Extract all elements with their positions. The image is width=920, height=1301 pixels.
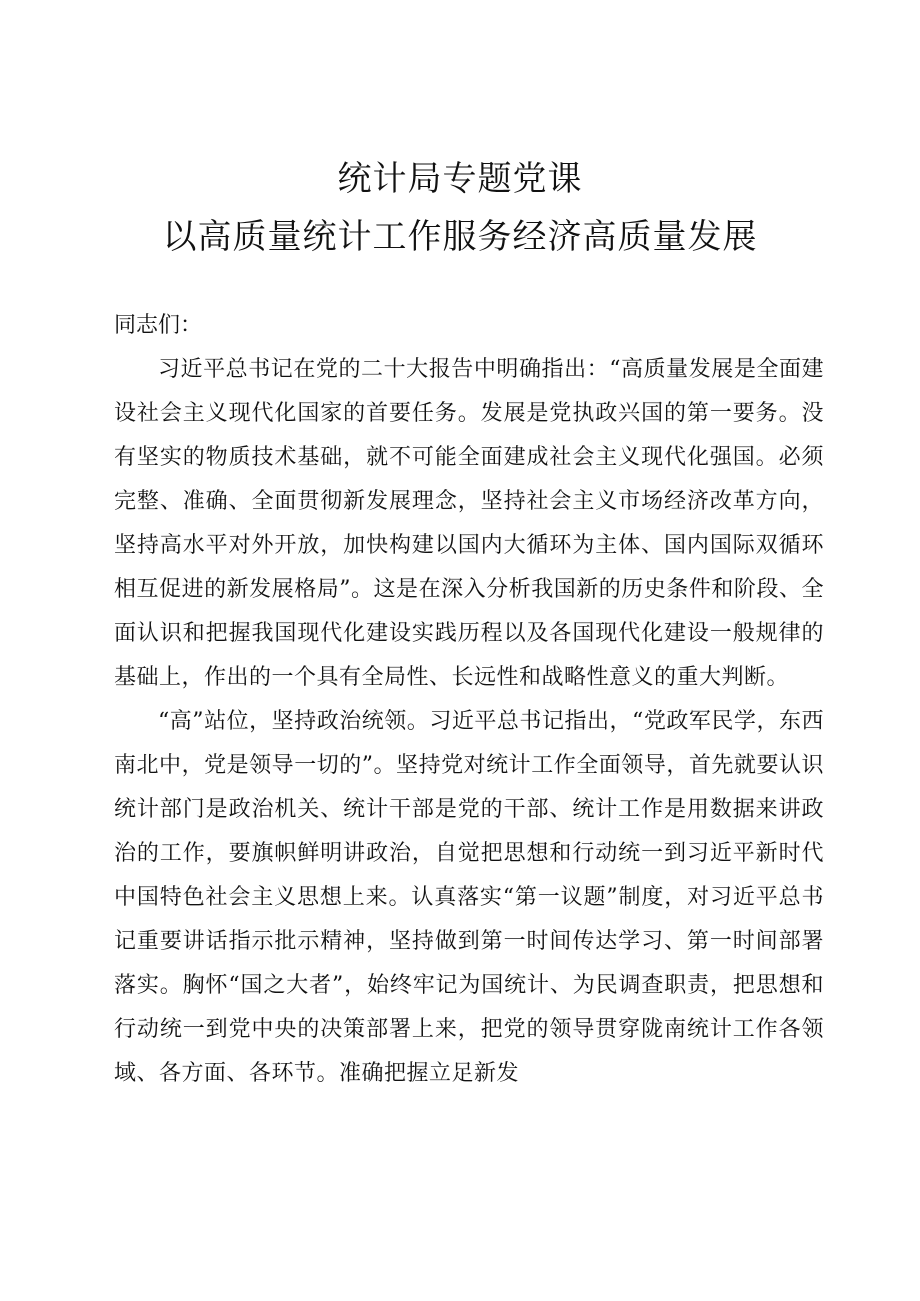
salutation: 同志们： (114, 313, 203, 338)
paragraph-1: 习近平总书记在党的二十大报告中明确指出：“高质量发展是全面建设社会主义现代化国家的首要任务。发展是党执政兴国的第一要务。没有坚实的物质技术基础，就不可能全面建成社会主义现代化强国。必须完整、准确、全面贯彻新发展理念，坚持社会主义市场经济改革方向，坚持高水平对外开放，加快构建以国内大循环为主体、国内国际双循环相互促进的新发展格局”。这是在深入分析我国新的历史条件和阶段、全面认识和把握我国现代化建设实践历程以及各国现代化建设一般规律的基础上，作出的一个具有全局性、长远性和战略性意义的重大判断。 (114, 357, 824, 690)
document-body (114, 304, 824, 1096)
title-line-2: 以高质量统计工作服务经济高质量发展 (162, 217, 758, 257)
document-title (100, 150, 820, 266)
title-line-1: 统计局专题党课 (337, 159, 583, 199)
paragraph-2: “高”站位，坚持政治统领。习近平总书记指出，“党政军民学，东西南北中，党是领导一切的”。坚持党对统计工作全面领导，首先就要认识统计部门是政治机关、统计干部是党的干部、统计工作是用数据来讲政治的工作，要旗帜鲜明讲政治，自觉把思想和行动统一到习近平新时代中国特色社会主义思想上来。认真落实“第一议题”制度，对习近平总书记重要讲话指示批示精神，坚持做到第一时间传达学习、第一时间部署落实。胸怀“国之大者”，始终牢记为国统计、为民调查职责，把思想和行动统一到党中央的决策部署上来，把党的领导贯穿陇南统计工作各领域、各方面、各环节。准确把握立足新发 (114, 709, 824, 1086)
